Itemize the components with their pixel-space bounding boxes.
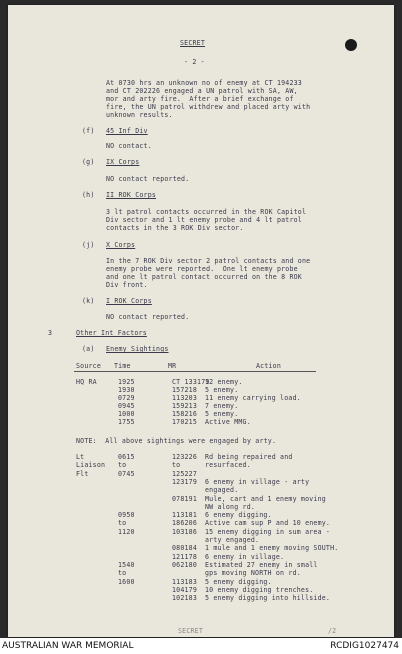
header-rule xyxy=(74,371,316,372)
column-header-mr: MR xyxy=(168,362,177,370)
cell-action: 6 enemy in village - arty xyxy=(205,477,310,486)
cell-action: resurfaced. xyxy=(205,461,251,470)
archive-footer xyxy=(0,638,402,654)
cell-action: 12 enemy. xyxy=(205,378,243,386)
cell-mr: 170215 xyxy=(172,418,198,426)
cell-mr: 125227 xyxy=(172,469,198,478)
paragraph-title: Other Int Factors xyxy=(76,329,147,337)
cell-time: 0945 xyxy=(118,402,135,410)
cell-action: 5 enemy. xyxy=(205,386,239,394)
cell-mr: CT 133179 xyxy=(172,378,210,386)
cell-action: 7 enemy. xyxy=(205,402,239,410)
table-note: NOTE: All above sightings were engaged by arty. xyxy=(76,437,277,445)
cell-mr: 103186 xyxy=(172,527,198,536)
cell-action: Mule, cart and 1 enemy moving xyxy=(205,494,326,503)
cell-time: 1755 xyxy=(118,418,135,426)
cell-mr: 159213 xyxy=(172,402,198,410)
intro-line: At 0730 hrs an unknown no of enemy at CT 194233 xyxy=(106,79,302,87)
cell-action: 1 mule and 1 enemy moving SOUTH. xyxy=(205,544,339,553)
cell-action: 10 enemy digging trenches. xyxy=(205,585,314,594)
column-header-time: Time xyxy=(114,362,131,370)
cell-mr: to xyxy=(172,461,181,470)
cell-action: 6 enemy digging. xyxy=(205,511,272,520)
section-body: contacts in the 3 ROK Div sector. xyxy=(106,224,244,232)
section-letter: (k) xyxy=(82,297,95,305)
section-body: In the 7 ROK Div sector 2 patrol contacts and one xyxy=(106,257,311,265)
cell-action: Rd being repaired and xyxy=(205,453,293,461)
section-letter: (h) xyxy=(82,191,95,199)
cell-mr: 158216 xyxy=(172,410,198,418)
cell-time: 0729 xyxy=(118,394,135,402)
classification-top: SECRET xyxy=(180,39,206,47)
cell-source: Liaison xyxy=(76,461,106,470)
cell-action: arty engaged. xyxy=(205,536,260,544)
page-number: - 2 - xyxy=(184,58,205,66)
cell-action: Estimated 27 enemy in small xyxy=(205,560,318,569)
section-body: 3 lt patrol contacts occurred in the ROK Capitol xyxy=(106,208,307,216)
intro-line: fire, the UN patrol withdrew and placed arty with xyxy=(106,103,311,111)
column-header-action: Action xyxy=(256,362,282,370)
cell-action: engaged. xyxy=(205,486,239,495)
archive-name: AUSTRALIAN WAR MEMORIAL xyxy=(2,641,134,651)
cell-mr: 186206 xyxy=(172,519,198,528)
cell-mr: 113181 xyxy=(172,511,198,520)
cell-action: 11 enemy carrying load. xyxy=(205,394,301,402)
section-title: IX Corps xyxy=(106,158,140,166)
section-title: 45 Inf Div xyxy=(106,127,148,135)
intro-line: unknown results. xyxy=(106,111,173,119)
subsection-letter: (a) xyxy=(82,345,95,353)
cell-source: Lt xyxy=(76,453,85,461)
cell-time: 1930 xyxy=(118,386,135,394)
cell-time: 1000 xyxy=(118,410,135,418)
cell-time: 1600 xyxy=(118,577,135,586)
cell-mr: 104179 xyxy=(172,585,198,594)
cell-action: 5 enemy. xyxy=(205,410,239,418)
cell-action: 15 enemy digging in sum area - xyxy=(205,527,331,536)
cell-time: to xyxy=(118,461,127,470)
section-title: II ROK Corps xyxy=(106,191,157,199)
cell-mr: 157218 xyxy=(172,386,198,394)
cell-time: 1540 xyxy=(118,560,135,569)
classification-bottom: SECRET xyxy=(178,627,204,635)
cell-mr: 113203 xyxy=(172,394,198,402)
continuation-mark: /2 xyxy=(328,627,337,635)
section-body: and one lt patrol contact occurred on the 8 ROK xyxy=(106,273,302,281)
column-header-source: Source xyxy=(76,362,102,370)
cell-action: 5 enemy digging into hillside. xyxy=(205,594,331,603)
section-title: I ROK Corps xyxy=(106,297,152,305)
cell-action: Active cam sup P and 10 enemy. xyxy=(205,519,331,528)
cell-time: 1120 xyxy=(118,527,135,536)
cell-mr: 080184 xyxy=(172,544,198,553)
document-page xyxy=(8,5,394,637)
section-body: NO contact. xyxy=(106,142,152,150)
cell-action: Active MMG. xyxy=(205,418,251,426)
cell-mr: 123179 xyxy=(172,477,198,486)
cell-time: 0615 xyxy=(118,453,135,461)
section-body: NO contact reported. xyxy=(106,313,190,321)
intro-line: mor and arty fire. After a brief exchange of xyxy=(106,95,294,103)
cell-action: NW along rd. xyxy=(205,502,256,511)
section-body: Div sector and 1 lt enemy probe and 4 lt patrol xyxy=(106,216,302,224)
subsection-title: Enemy Sightings xyxy=(106,345,169,353)
cell-action: 5 enemy digging. xyxy=(205,577,272,586)
section-letter: (j) xyxy=(82,241,95,249)
section-title: X Corps xyxy=(106,241,136,249)
cell-mr: 078191 xyxy=(172,494,198,503)
cell-time: 1925 xyxy=(118,378,135,386)
archive-id: RCDIG1027474 xyxy=(330,641,399,651)
cell-action: 6 enemy in village. xyxy=(205,552,285,561)
cell-time: to xyxy=(118,569,127,578)
cell-source: HQ RA xyxy=(76,378,97,386)
cell-mr: 102183 xyxy=(172,594,198,603)
cell-time: to xyxy=(118,519,127,528)
punch-hole xyxy=(345,39,357,51)
cell-action: gps moving NORTH on rd. xyxy=(205,569,301,578)
cell-mr: 121178 xyxy=(172,552,198,561)
paragraph-number: 3 xyxy=(48,329,53,337)
cell-mr: 062180 xyxy=(172,560,198,569)
cell-source: Flt xyxy=(76,469,89,478)
cell-mr: 113183 xyxy=(172,577,198,586)
cell-mr: 123226 xyxy=(172,453,198,461)
intro-line: and CT 202226 engaged a UN patrol with SA, AW, xyxy=(106,87,298,95)
cell-time: 0950 xyxy=(118,511,135,520)
section-body: Div front. xyxy=(106,281,148,289)
section-letter: (f) xyxy=(82,127,95,135)
section-body: NO contact reported. xyxy=(106,175,190,183)
section-body: enemy probe were reported. One lt enemy probe xyxy=(106,265,298,273)
section-letter: (g) xyxy=(82,158,95,166)
cell-time: 0745 xyxy=(118,469,135,478)
